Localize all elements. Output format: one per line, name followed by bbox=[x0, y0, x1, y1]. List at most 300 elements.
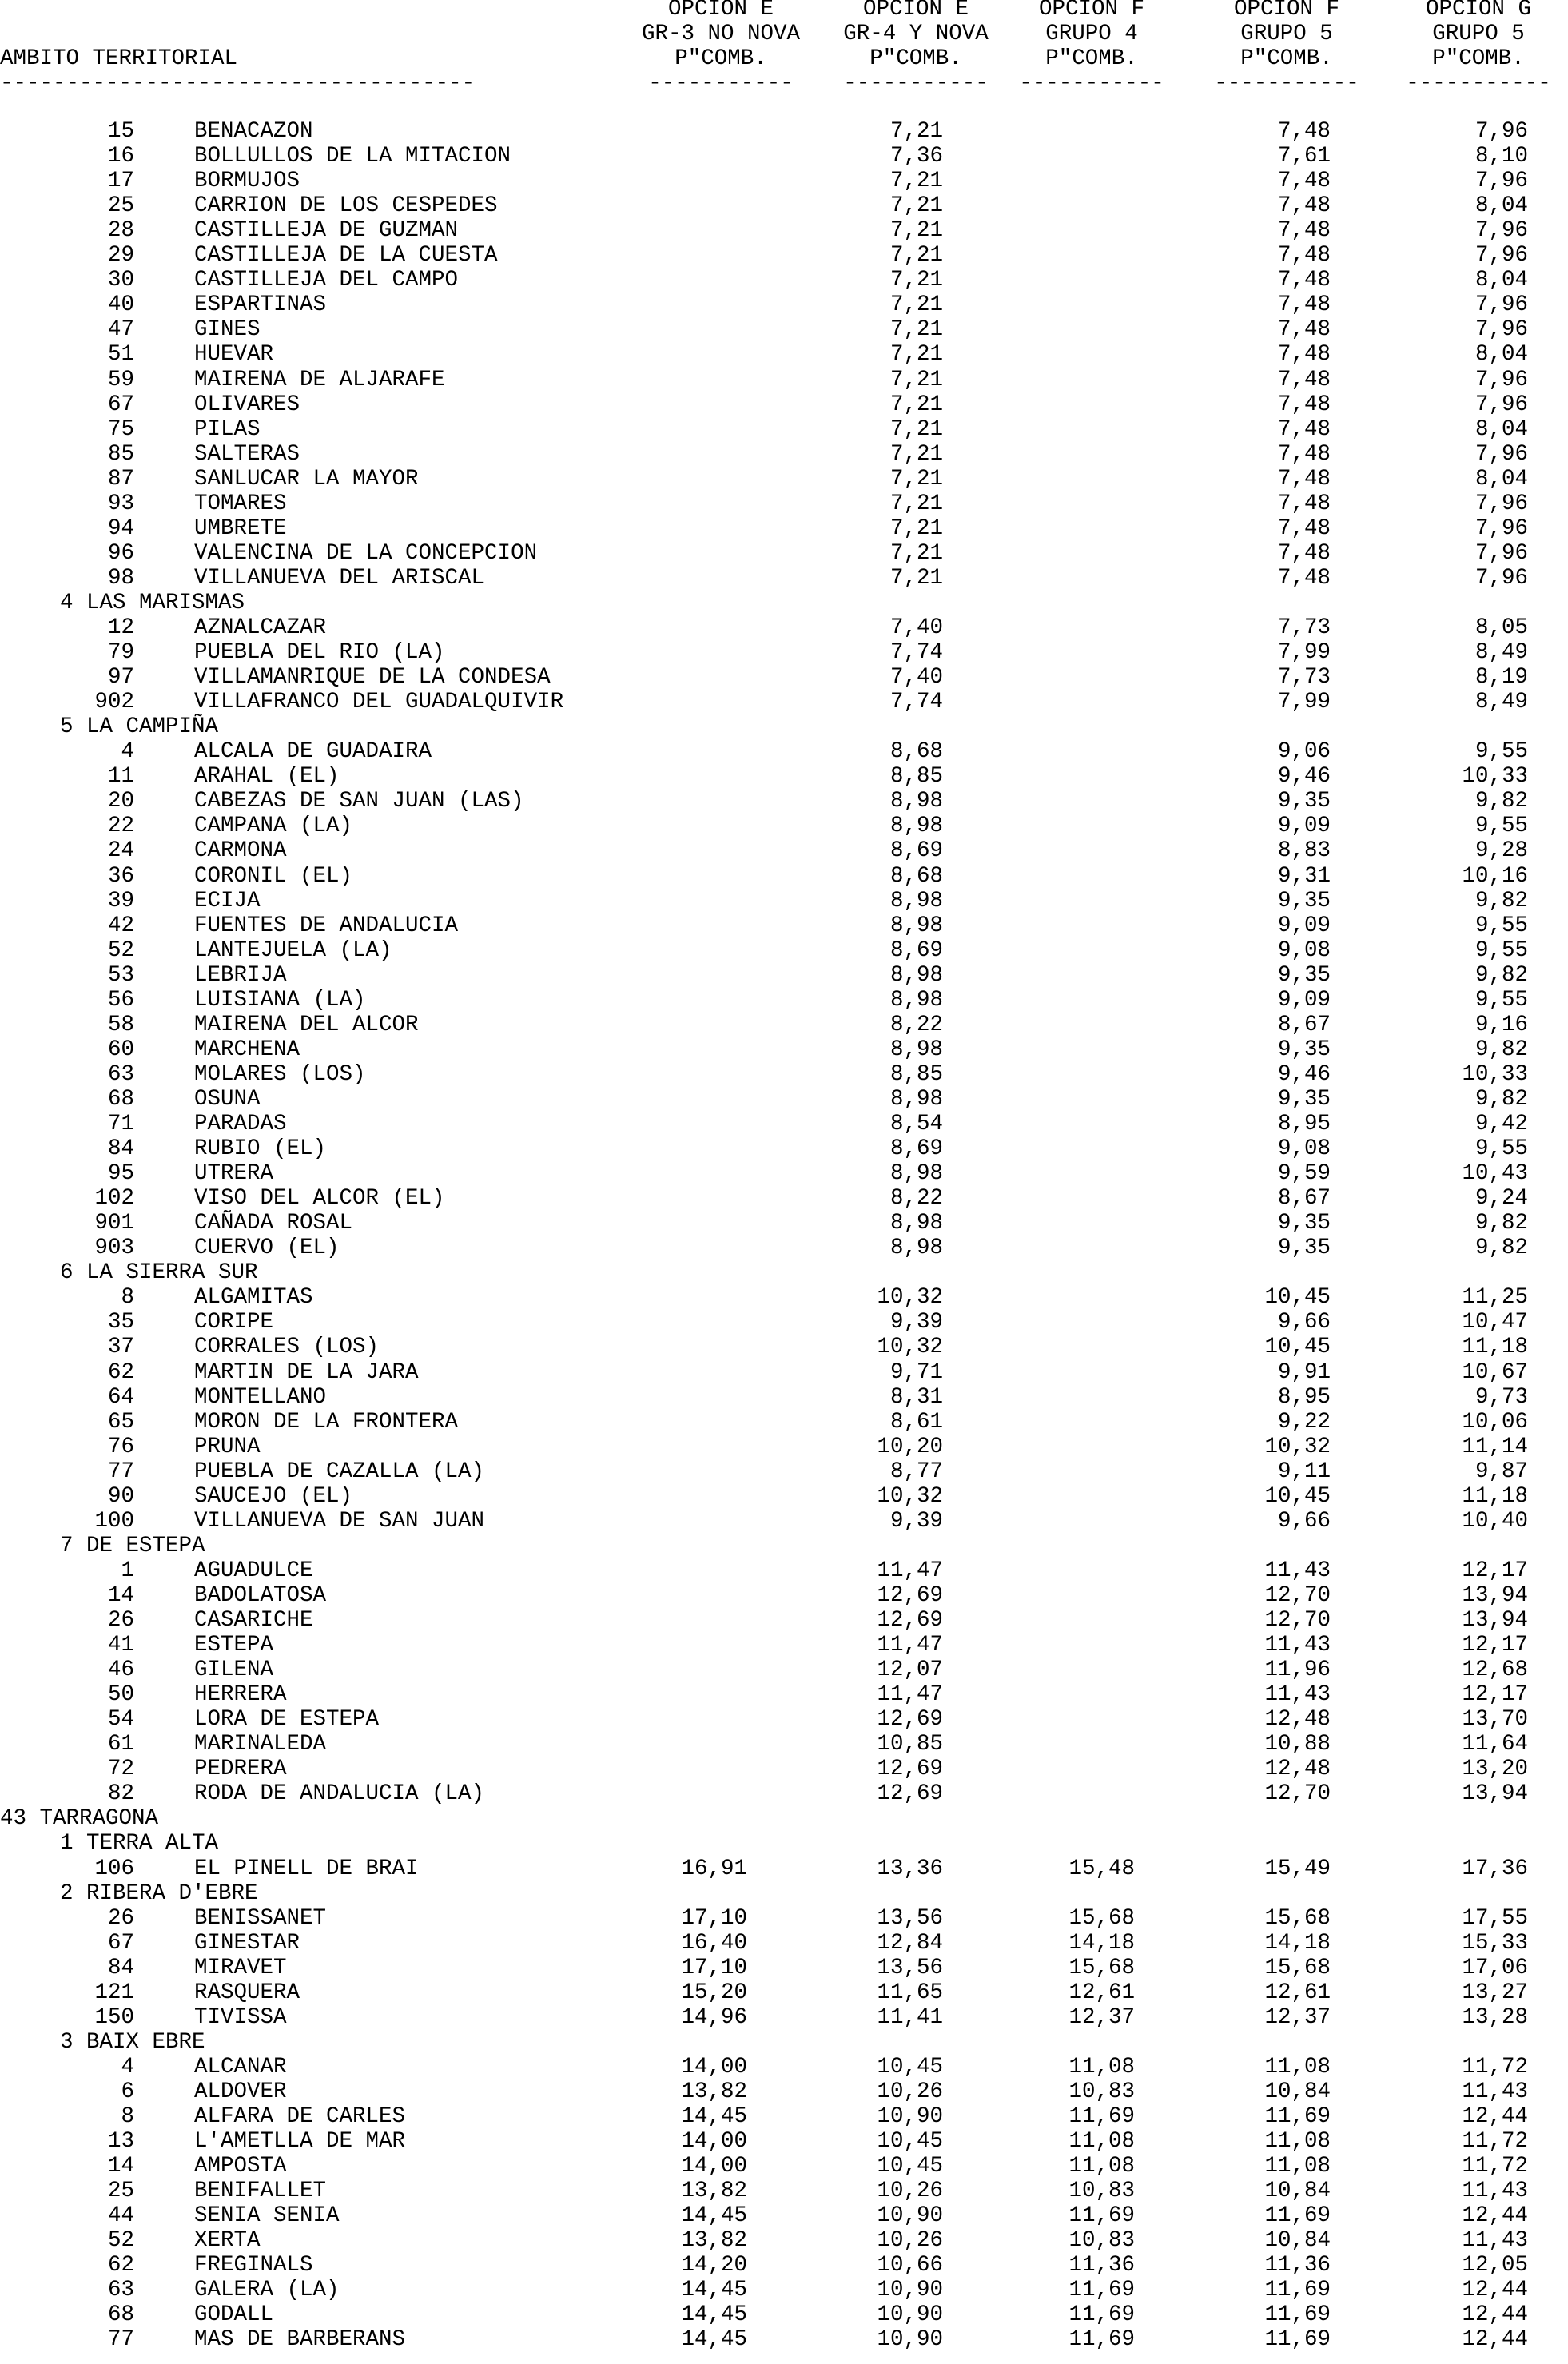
price-value: 12,07 bbox=[877, 1658, 943, 1683]
price-value: 15,68 bbox=[1264, 1955, 1331, 1980]
price-value: 9,35 bbox=[1277, 1236, 1331, 1261]
table-row bbox=[0, 1013, 1568, 1037]
price-value: 9,09 bbox=[1277, 913, 1331, 938]
province-label: 43 TARRAGONA bbox=[0, 1806, 159, 1832]
table-row bbox=[0, 1980, 1568, 2005]
municipality-code: 76 bbox=[107, 1434, 134, 1459]
price-value: 10,90 bbox=[877, 2302, 943, 2328]
price-value: 7,36 bbox=[889, 144, 943, 169]
table-row bbox=[0, 1956, 1568, 1980]
municipality-name: BENISSANET bbox=[194, 1905, 327, 1931]
municipality-code: 121 bbox=[94, 1980, 134, 2005]
table-row bbox=[0, 2129, 1568, 2154]
municipality-name: VILLAFRANCO DEL GUADALQUIVIR bbox=[194, 690, 564, 715]
price-value: 11,43 bbox=[1462, 2228, 1528, 2254]
price-value: 8,98 bbox=[889, 962, 943, 988]
price-value: 12,44 bbox=[1462, 2302, 1528, 2328]
table-row bbox=[0, 938, 1568, 963]
table-row bbox=[0, 2154, 1568, 2179]
municipality-code: 65 bbox=[107, 1409, 134, 1435]
price-value: 8,10 bbox=[1474, 144, 1528, 169]
table-row bbox=[0, 1608, 1568, 1633]
municipality-code: 30 bbox=[107, 268, 134, 293]
table-row bbox=[0, 838, 1568, 863]
price-value: 9,31 bbox=[1277, 863, 1331, 889]
price-value: 7,21 bbox=[889, 466, 943, 492]
municipality-code: 94 bbox=[107, 515, 134, 541]
municipality-name: AZNALCAZAR bbox=[194, 615, 327, 640]
table-row bbox=[0, 144, 1568, 169]
municipality-code: 52 bbox=[107, 2228, 134, 2254]
municipality-name: VILLAMANRIQUE DE LA CONDESA bbox=[194, 665, 551, 690]
table-row bbox=[0, 243, 1568, 268]
municipality-code: 17 bbox=[107, 169, 134, 194]
municipality-name: XERTA bbox=[194, 2228, 261, 2254]
price-value: 7,48 bbox=[1277, 342, 1331, 368]
price-value: 7,21 bbox=[889, 218, 943, 244]
municipality-code: 46 bbox=[107, 1658, 134, 1683]
table-row bbox=[0, 566, 1568, 591]
price-value: 10,32 bbox=[877, 1335, 943, 1360]
price-value: 7,21 bbox=[889, 317, 943, 343]
price-value: 9,28 bbox=[1474, 838, 1528, 864]
municipality-code: 85 bbox=[107, 441, 134, 467]
price-value: 8,98 bbox=[889, 1037, 943, 1062]
price-value: 8,22 bbox=[889, 1186, 943, 1212]
municipality-code: 64 bbox=[107, 1384, 134, 1410]
price-value: 9,35 bbox=[1277, 1211, 1331, 1236]
price-value: 7,96 bbox=[1474, 515, 1528, 541]
price-value: 16,91 bbox=[681, 1856, 747, 1881]
table-row bbox=[0, 1161, 1568, 1186]
price-value: 12,61 bbox=[1264, 1980, 1331, 2005]
municipality-code: 29 bbox=[107, 243, 134, 269]
price-value: 8,68 bbox=[889, 739, 943, 765]
table-row bbox=[0, 442, 1568, 467]
municipality-name: MAIRENA DE ALJARAFE bbox=[194, 367, 445, 392]
price-value: 11,43 bbox=[1264, 1633, 1331, 1658]
municipality-name: FUENTES DE ANDALUCIA bbox=[194, 913, 459, 938]
price-value: 9,39 bbox=[889, 1310, 943, 1335]
table-row bbox=[0, 1781, 1568, 1806]
price-value: 9,55 bbox=[1474, 1136, 1528, 1162]
table-row bbox=[0, 1335, 1568, 1359]
price-value: 12,37 bbox=[1069, 2004, 1135, 2030]
table-row bbox=[0, 690, 1568, 714]
price-value: 12,44 bbox=[1462, 2203, 1528, 2229]
municipality-name: BOLLULLOS DE LA MITACION bbox=[194, 144, 511, 169]
header-line bbox=[0, 0, 1568, 22]
municipality-name: CARMONA bbox=[194, 838, 287, 864]
price-value: 10,83 bbox=[1069, 2228, 1135, 2254]
table-row bbox=[0, 814, 1568, 838]
table-row bbox=[0, 789, 1568, 814]
price-value: 12,37 bbox=[1264, 2004, 1331, 2030]
price-value: 8,98 bbox=[889, 789, 943, 814]
table-row bbox=[0, 1484, 1568, 1509]
table-row bbox=[0, 1558, 1568, 1583]
municipality-name: MIRAVET bbox=[194, 1955, 287, 1980]
region-heading bbox=[0, 1831, 1568, 1856]
table-row bbox=[0, 1658, 1568, 1682]
price-value: 12,48 bbox=[1264, 1757, 1331, 1782]
municipality-code: 58 bbox=[107, 1012, 134, 1037]
table-row bbox=[0, 1385, 1568, 1410]
price-value: 10,32 bbox=[877, 1285, 943, 1311]
price-value: 7,21 bbox=[889, 441, 943, 467]
table-row bbox=[0, 516, 1568, 541]
price-value: 11,64 bbox=[1462, 1732, 1528, 1757]
municipality-code: 25 bbox=[107, 2179, 134, 2204]
price-value: 8,04 bbox=[1474, 193, 1528, 219]
municipality-code: 37 bbox=[107, 1335, 134, 1360]
price-value: 11,43 bbox=[1264, 1558, 1331, 1583]
municipality-name: TIVISSA bbox=[194, 2004, 287, 2030]
municipality-name: ALCANAR bbox=[194, 2054, 287, 2079]
municipality-name: CARRION DE LOS CESPEDES bbox=[194, 193, 498, 219]
header-cell: GRUPO 4 bbox=[1045, 22, 1138, 47]
municipality-name: LORA DE ESTEPA bbox=[194, 1707, 380, 1733]
price-value: 10,84 bbox=[1264, 2079, 1331, 2104]
region-label: 4 LAS MARISMAS bbox=[60, 590, 245, 615]
price-value: 7,73 bbox=[1277, 615, 1331, 640]
price-value: 9,35 bbox=[1277, 1086, 1331, 1112]
price-value: 9,35 bbox=[1277, 789, 1331, 814]
municipality-code: 68 bbox=[107, 1086, 134, 1112]
table-row bbox=[0, 1757, 1568, 1781]
price-value: 7,48 bbox=[1277, 491, 1331, 516]
table-row bbox=[0, 963, 1568, 988]
price-value: 11,41 bbox=[877, 2004, 943, 2030]
municipality-code: 901 bbox=[94, 1211, 134, 1236]
municipality-name: CABEZAS DE SAN JUAN (LAS) bbox=[194, 789, 524, 814]
price-value: 9,82 bbox=[1474, 789, 1528, 814]
price-value: 9,11 bbox=[1277, 1459, 1331, 1484]
table-row bbox=[0, 1509, 1568, 1534]
price-value: 10,84 bbox=[1264, 2179, 1331, 2204]
municipality-code: 71 bbox=[107, 1112, 134, 1136]
municipality-code: 13 bbox=[107, 2129, 134, 2155]
municipality-name: MAIRENA DEL ALCOR bbox=[194, 1012, 419, 1037]
municipality-code: 28 bbox=[107, 218, 134, 244]
price-value: 7,48 bbox=[1277, 268, 1331, 293]
table-row bbox=[0, 193, 1568, 218]
header-cell: GRUPO 5 bbox=[1432, 22, 1525, 47]
price-value: 15,20 bbox=[681, 1980, 747, 2005]
municipality-name: RUBIO (EL) bbox=[194, 1136, 327, 1162]
header-cell: OPCION G bbox=[1425, 0, 1532, 22]
table-row bbox=[0, 764, 1568, 789]
price-value: 10,32 bbox=[1264, 1434, 1331, 1459]
price-value: 11,69 bbox=[1069, 2203, 1135, 2229]
price-value: 11,69 bbox=[1069, 2327, 1135, 2353]
price-value: 7,96 bbox=[1474, 392, 1528, 417]
price-value: 12,17 bbox=[1462, 1633, 1528, 1658]
municipality-name: ALFARA DE CARLES bbox=[194, 2104, 406, 2129]
municipality-name: MARTIN DE LA JARA bbox=[194, 1359, 419, 1385]
price-value: 8,95 bbox=[1277, 1384, 1331, 1410]
municipality-code: 90 bbox=[107, 1483, 134, 1509]
municipality-code: 72 bbox=[107, 1757, 134, 1782]
table-row bbox=[0, 119, 1568, 144]
price-value: 12,61 bbox=[1069, 1980, 1135, 2005]
price-value: 11,72 bbox=[1462, 2054, 1528, 2079]
municipality-code: 14 bbox=[107, 2154, 134, 2179]
price-value: 7,21 bbox=[889, 268, 943, 293]
price-value: 13,94 bbox=[1462, 1608, 1528, 1633]
price-value: 11,69 bbox=[1264, 2278, 1331, 2303]
price-value: 9,66 bbox=[1277, 1508, 1331, 1534]
municipality-name: AMPOSTA bbox=[194, 2154, 287, 2179]
municipality-name: FREGINALS bbox=[194, 2253, 313, 2278]
rule-dashes: ----------- bbox=[843, 71, 989, 97]
table-row bbox=[0, 739, 1568, 764]
municipality-name: VILLANUEVA DEL ARISCAL bbox=[194, 565, 485, 591]
price-value: 9,46 bbox=[1277, 764, 1331, 790]
region-label: 6 LA SIERRA SUR bbox=[60, 1260, 258, 1286]
municipality-name: OLIVARES bbox=[194, 392, 300, 417]
price-value: 9,42 bbox=[1474, 1112, 1528, 1136]
municipality-name: GINES bbox=[194, 317, 261, 343]
municipality-name: PUEBLA DEL RIO (LA) bbox=[194, 640, 445, 666]
price-value: 14,00 bbox=[681, 2054, 747, 2079]
price-value: 8,98 bbox=[889, 888, 943, 913]
municipality-name: SALTERAS bbox=[194, 441, 300, 467]
price-value: 7,73 bbox=[1277, 665, 1331, 690]
price-value: 14,96 bbox=[681, 2004, 747, 2030]
price-value: 8,49 bbox=[1474, 690, 1528, 715]
price-value: 7,96 bbox=[1474, 243, 1528, 269]
municipality-code: 47 bbox=[107, 317, 134, 343]
table-row bbox=[0, 1310, 1568, 1335]
price-value: 7,96 bbox=[1474, 119, 1528, 144]
municipality-code: 39 bbox=[107, 888, 134, 913]
header-cell: OPCION E bbox=[667, 0, 774, 22]
price-value: 10,83 bbox=[1069, 2179, 1135, 2204]
price-value: 10,47 bbox=[1462, 1310, 1528, 1335]
price-value: 7,21 bbox=[889, 367, 943, 392]
price-value: 12,69 bbox=[877, 1582, 943, 1608]
municipality-name: GINESTAR bbox=[194, 1930, 300, 1956]
table-row bbox=[0, 1211, 1568, 1236]
price-value: 7,21 bbox=[889, 392, 943, 417]
price-value: 8,77 bbox=[889, 1459, 943, 1484]
municipality-code: 41 bbox=[107, 1633, 134, 1658]
price-value: 7,74 bbox=[889, 690, 943, 715]
table-row bbox=[0, 2005, 1568, 2030]
price-value: 9,82 bbox=[1474, 888, 1528, 913]
municipality-code: 22 bbox=[107, 814, 134, 839]
municipality-code: 150 bbox=[94, 2004, 134, 2030]
table-row bbox=[0, 1857, 1568, 1881]
price-value: 8,54 bbox=[889, 1112, 943, 1136]
price-value: 8,67 bbox=[1277, 1012, 1331, 1037]
price-value: 9,82 bbox=[1474, 1211, 1528, 1236]
table-row bbox=[0, 2253, 1568, 2278]
municipality-code: 15 bbox=[107, 119, 134, 144]
municipality-name: OSUNA bbox=[194, 1086, 261, 1112]
municipality-code: 63 bbox=[107, 2278, 134, 2303]
price-value: 14,18 bbox=[1264, 1930, 1331, 1956]
price-value: 11,69 bbox=[1069, 2104, 1135, 2129]
municipality-name: CASTILLEJA DEL CAMPO bbox=[194, 268, 459, 293]
municipality-code: 50 bbox=[107, 1682, 134, 1708]
municipality-name: PEDRERA bbox=[194, 1757, 287, 1782]
municipality-name: LUISIANA (LA) bbox=[194, 987, 366, 1013]
table-row bbox=[0, 2079, 1568, 2104]
table-row bbox=[0, 2179, 1568, 2203]
price-value: 11,18 bbox=[1462, 1335, 1528, 1360]
price-value: 8,04 bbox=[1474, 342, 1528, 368]
price-value: 9,46 bbox=[1277, 1061, 1331, 1087]
price-value: 17,36 bbox=[1462, 1856, 1528, 1881]
table-row bbox=[0, 988, 1568, 1013]
price-value: 9,09 bbox=[1277, 987, 1331, 1013]
municipality-code: 84 bbox=[107, 1955, 134, 1980]
price-value: 10,33 bbox=[1462, 764, 1528, 790]
municipality-code: 67 bbox=[107, 1930, 134, 1956]
price-value: 8,04 bbox=[1474, 268, 1528, 293]
price-value: 11,69 bbox=[1069, 2278, 1135, 2303]
price-value: 7,21 bbox=[889, 416, 943, 442]
price-value: 14,45 bbox=[681, 2203, 747, 2229]
price-value: 11,72 bbox=[1462, 2129, 1528, 2155]
price-value: 9,55 bbox=[1474, 913, 1528, 938]
price-value: 8,98 bbox=[889, 814, 943, 839]
price-value: 7,96 bbox=[1474, 441, 1528, 467]
price-value: 8,04 bbox=[1474, 466, 1528, 492]
table-row bbox=[0, 1186, 1568, 1211]
price-value: 13,28 bbox=[1462, 2004, 1528, 2030]
municipality-code: 20 bbox=[107, 789, 134, 814]
municipality-code: 902 bbox=[94, 690, 134, 715]
municipality-name: VISO DEL ALCOR (EL) bbox=[194, 1186, 445, 1212]
price-value: 7,96 bbox=[1474, 293, 1528, 318]
price-value: 7,48 bbox=[1277, 169, 1331, 194]
table-row bbox=[0, 1583, 1568, 1608]
municipality-code: 52 bbox=[107, 937, 134, 963]
municipality-name: BENIFALLET bbox=[194, 2179, 327, 2204]
price-value: 7,48 bbox=[1277, 193, 1331, 219]
price-value: 11,08 bbox=[1264, 2054, 1331, 2079]
table-row bbox=[0, 492, 1568, 516]
price-value: 11,69 bbox=[1264, 2327, 1331, 2353]
price-value: 11,25 bbox=[1462, 1285, 1528, 1311]
municipality-code: 24 bbox=[107, 838, 134, 864]
region-heading bbox=[0, 591, 1568, 615]
municipality-code: 100 bbox=[94, 1508, 134, 1534]
region-heading bbox=[0, 1260, 1568, 1285]
price-value: 10,45 bbox=[1264, 1483, 1331, 1509]
price-value: 7,74 bbox=[889, 640, 943, 666]
region-label: 2 RIBERA D'EBRE bbox=[60, 1880, 258, 1906]
municipality-name: PRUNA bbox=[194, 1434, 261, 1459]
price-value: 11,08 bbox=[1069, 2154, 1135, 2179]
price-value: 9,55 bbox=[1474, 739, 1528, 765]
price-value: 12,44 bbox=[1462, 2327, 1528, 2353]
municipality-name: L'AMETLLA DE MAR bbox=[194, 2129, 406, 2155]
municipality-code: 61 bbox=[107, 1732, 134, 1757]
price-value: 13,36 bbox=[877, 1856, 943, 1881]
price-value: 13,82 bbox=[681, 2179, 747, 2204]
price-value: 9,16 bbox=[1474, 1012, 1528, 1037]
municipality-code: 40 bbox=[107, 293, 134, 318]
municipality-code: 82 bbox=[107, 1781, 134, 1807]
price-value: 8,83 bbox=[1277, 838, 1331, 864]
table-row bbox=[0, 2104, 1568, 2129]
price-value: 9,24 bbox=[1474, 1186, 1528, 1212]
municipality-code: 97 bbox=[107, 665, 134, 690]
header-cell: GRUPO 5 bbox=[1240, 22, 1333, 47]
price-value: 7,40 bbox=[889, 665, 943, 690]
municipality-code: 8 bbox=[121, 2104, 134, 2129]
municipality-code: 51 bbox=[107, 342, 134, 368]
municipality-code: 4 bbox=[121, 2054, 134, 2079]
price-value: 11,47 bbox=[877, 1558, 943, 1583]
price-value: 7,21 bbox=[889, 342, 943, 368]
municipality-name: SENIA SENIA bbox=[194, 2203, 340, 2229]
table-row bbox=[0, 293, 1568, 317]
price-value: 8,61 bbox=[889, 1409, 943, 1435]
price-value: 9,08 bbox=[1277, 1136, 1331, 1162]
price-value: 12,70 bbox=[1264, 1608, 1331, 1633]
table-row bbox=[0, 1087, 1568, 1112]
municipality-code: 67 bbox=[107, 392, 134, 417]
price-value: 12,69 bbox=[877, 1781, 943, 1807]
price-value: 13,56 bbox=[877, 1905, 943, 1931]
municipality-name: CAÑADA ROSAL bbox=[194, 1211, 353, 1236]
table-row bbox=[0, 268, 1568, 293]
price-value: 11,65 bbox=[877, 1980, 943, 2005]
municipality-code: 26 bbox=[107, 1905, 134, 1931]
price-value: 9,35 bbox=[1277, 1037, 1331, 1062]
price-value: 10,32 bbox=[877, 1483, 943, 1509]
municipality-code: 77 bbox=[107, 2327, 134, 2353]
price-value: 9,09 bbox=[1277, 814, 1331, 839]
municipality-name: CORIPE bbox=[194, 1310, 274, 1335]
municipality-name: MAS DE BARBERANS bbox=[194, 2327, 406, 2353]
rule-dashes: ----------- bbox=[1406, 71, 1551, 97]
header-cell: P"COMB. bbox=[1432, 46, 1525, 72]
price-value: 13,20 bbox=[1462, 1757, 1528, 1782]
price-value: 9,82 bbox=[1474, 962, 1528, 988]
price-value: 11,69 bbox=[1264, 2302, 1331, 2328]
header-rule bbox=[0, 71, 1568, 96]
price-value: 8,05 bbox=[1474, 615, 1528, 640]
table-row bbox=[0, 541, 1568, 566]
price-value: 11,14 bbox=[1462, 1434, 1528, 1459]
price-value: 8,98 bbox=[889, 1086, 943, 1112]
table-row bbox=[0, 218, 1568, 243]
price-value: 10,85 bbox=[877, 1732, 943, 1757]
price-value: 7,48 bbox=[1277, 466, 1331, 492]
municipality-code: 4 bbox=[121, 739, 134, 765]
price-value: 8,98 bbox=[889, 1236, 943, 1261]
table-row bbox=[0, 342, 1568, 367]
header-line bbox=[0, 22, 1568, 46]
price-value: 7,48 bbox=[1277, 540, 1331, 566]
table-row bbox=[0, 640, 1568, 665]
price-value: 7,21 bbox=[889, 119, 943, 144]
price-value: 7,48 bbox=[1277, 293, 1331, 318]
price-value: 8,85 bbox=[889, 1061, 943, 1087]
table-row bbox=[0, 1136, 1568, 1161]
municipality-code: 77 bbox=[107, 1459, 134, 1484]
price-value: 7,48 bbox=[1277, 392, 1331, 417]
municipality-name: ESPARTINAS bbox=[194, 293, 327, 318]
price-value: 11,08 bbox=[1264, 2129, 1331, 2155]
municipality-name: ALDOVER bbox=[194, 2079, 287, 2104]
